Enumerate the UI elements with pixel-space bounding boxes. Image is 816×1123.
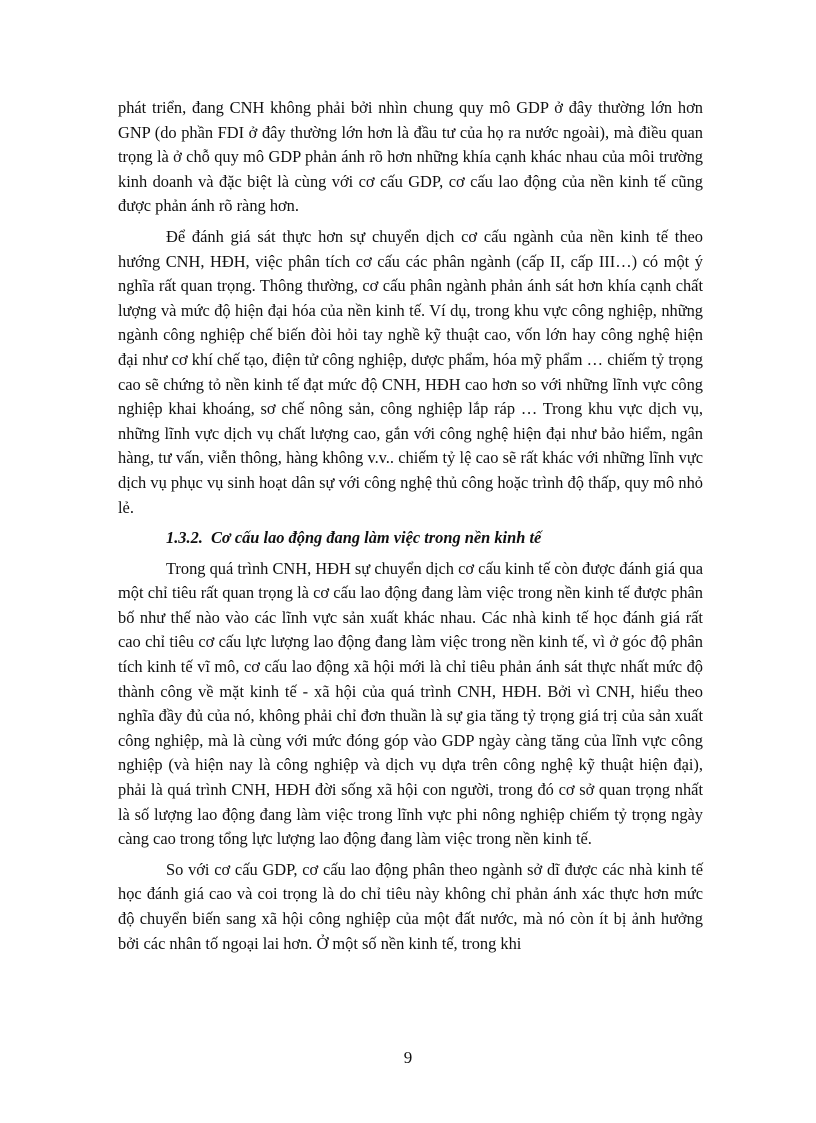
paragraph-continuation: phát triển, đang CNH không phải bởi nhìn chung quy mô GDP ở đây thường lớn hơn GNP (do phần FDI ở đây thường lớn hơn là đầu tư của họ ra nước ngoài), mà điều quan trọng là ở chỗ quy mô GDP phản ánh rõ hơn những khía cạnh khác nhau của môi trường kinh doanh và đặc biệt là cùng với cơ cấu GDP, cơ cấu lao động của nền kinh tế cũng được phản ánh rõ ràng hơn.	[118, 98, 703, 216]
section-title: Cơ cấu lao động đang làm việc trong nền kinh tế	[211, 528, 542, 548]
page-number: 9	[403, 1048, 413, 1067]
section-heading	[118, 526, 703, 551]
paragraph-labor-structure: Trong quá trình CNH, HĐH sự chuyển dịch cơ cấu kinh tế còn được đánh giá qua một chỉ tiêu rất quan trọng là cơ cấu lao động đang làm việc trong nền kinh tế được phân bố như thế nào vào các lĩnh vực sản xuất khác nhau. Các nhà kinh tế học đánh giá rất cao chỉ tiêu cơ cấu lực lượng lao động đang làm việc trong nền kinh tế, vì ở góc độ phân tích kinh tế vĩ mô, cơ cấu lao động xã hội mới là chỉ tiêu phản ánh sát thực nhất mức độ thành công về mặt kinh tế - xã hội của quá trình CNH, HĐH. Bởi vì CNH, hiểu theo nghĩa đầy đủ của nó, không phải chỉ đơn thuần là sự gia tăng tỷ trọng giá trị của sản xuất công nghiệp, mà là cùng với mức đóng góp vào GDP ngày càng tăng của lĩnh vực công nghiệp (và hiện nay là công nghiệp và dịch vụ dựa trên công nghệ kỹ thuật hiện đại), phải là quá trình CNH, HĐH đời sống xã hội con người, trong đó cơ sở quan trọng nhất là số lượng lao động đang làm việc trong lĩnh vực phi nông nghiệp chiếm tỷ trọng ngày càng cao trong tổng lực lượng lao động đang làm việc trong nền kinh tế.	[118, 558, 703, 849]
paragraph-gdp-comparison: So với cơ cấu GDP, cơ cấu lao động phân theo ngành sở dĩ được các nhà kinh tế học đánh giá cao và coi trọng là do chỉ tiêu này không chỉ phản ánh xác thực hơn mức độ chuyển biến sang xã hội công nghiệp của một đất nước, mà nó còn ít bị ảnh hưởng bởi các nhân tố ngoại lai hơn. Ở một số nền kinh tế, trong khi	[118, 859, 703, 953]
paragraph-sector-structure: Để đánh giá sát thực hơn sự chuyển dịch cơ cấu ngành của nền kinh tế theo hướng CNH, HĐH, việc phân tích cơ cấu các phân ngành (cấp II, cấp III…) có một ý nghĩa rất quan trọng. Thông thường, cơ cấu phân ngành phản ánh sát hơn khía cạnh chất lượng và mức độ hiện đại hóa của nền kinh tế. Ví dụ, trong khu vực công nghiệp, những ngành công nghiệp chế biến đòi hỏi tay nghề kỹ thuật cao, vốn lớn hay công nghệ hiện đại như cơ khí chế tạo, điện tử công nghiệp, dược phẩm, hóa mỹ phẩm … chiếm tỷ trọng cao sẽ chứng tỏ nền kinh tế đạt mức độ CNH, HĐH cao hơn so với những lĩnh vực công nghiệp khai khoáng, sơ chế nông sản, công nghiệp lắp ráp … Trong khu vực dịch vụ, những lĩnh vực dịch vụ chất lượng cao, gắn với công nghệ hiện đại như bảo hiểm, ngân hàng, tư vấn, viễn thông, hàng không v.v.. chiếm tỷ lệ cao sẽ rất khác với những lĩnh vực dịch vụ phục vụ sinh hoạt dân sự với công nghệ thủ công hoặc trình độ thấp, quy mô nhỏ lẻ.	[118, 226, 703, 517]
page-body	[118, 96, 703, 962]
section-number: 1.3.2.	[166, 528, 203, 548]
